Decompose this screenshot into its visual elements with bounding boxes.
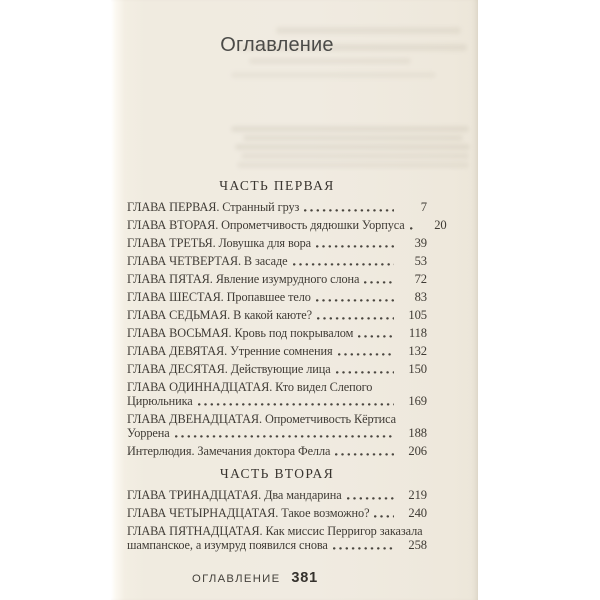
toc-entry-line xyxy=(127,236,427,250)
toc-entry-line xyxy=(127,444,427,458)
dot-leader xyxy=(317,317,394,320)
book-page xyxy=(111,0,478,600)
toc-entry-line xyxy=(127,218,447,232)
toc-page-number: 188 xyxy=(408,426,427,440)
toc-entry-line xyxy=(127,344,427,358)
toc-entry-text: ГЛАВА ПЕРВАЯ. Странный груз xyxy=(127,200,300,214)
toc-page-number: 258 xyxy=(408,538,427,552)
page-title: Оглавление xyxy=(220,34,334,56)
toc-entry-text: ГЛАВА СЕДЬМАЯ. В какой каюте? xyxy=(127,308,312,322)
toc-entry-line xyxy=(127,272,427,286)
page-content xyxy=(127,0,447,556)
toc-entry xyxy=(127,200,427,214)
toc-entry xyxy=(127,290,427,304)
toc-page-number: 169 xyxy=(408,394,427,408)
toc-entry-line xyxy=(127,290,427,304)
toc-page-number: 132 xyxy=(408,344,427,358)
dot-leader xyxy=(358,335,394,338)
toc-entry-line xyxy=(127,200,427,214)
toc-entry xyxy=(127,362,427,376)
toc-page-number: 20 xyxy=(434,218,447,232)
toc-page-number: 206 xyxy=(408,444,427,458)
toc-entry xyxy=(127,444,427,458)
dot-leader xyxy=(347,497,394,500)
toc-entry xyxy=(127,506,427,520)
toc-entry-text: ГЛАВА ТРЕТЬЯ. Ловушка для вора xyxy=(127,236,312,250)
toc-entry-text: ГЛАВА ВОСЬМАЯ. Кровь под покрывалом xyxy=(127,326,354,340)
toc-page-number: 219 xyxy=(408,488,427,502)
toc-entry-line xyxy=(127,506,427,520)
dot-leader xyxy=(316,299,394,302)
toc-entry-text: ГЛАВА ШЕСТАЯ. Пропавшее тело xyxy=(127,290,311,304)
toc-entry xyxy=(127,344,427,358)
toc-entry-line: ГЛАВА ДВЕНАДЦАТАЯ. Опрометчивость Кёртиса xyxy=(127,412,397,426)
toc-page-number: 105 xyxy=(408,308,427,322)
toc-entry-line xyxy=(127,326,427,340)
part-heading: ЧАСТЬ ВТОРАЯ xyxy=(219,466,335,481)
dot-leader xyxy=(293,263,394,266)
toc-page-number: 83 xyxy=(414,290,427,304)
toc-entry-line xyxy=(127,488,427,502)
toc-entry-line xyxy=(127,426,427,440)
toc-entry-line xyxy=(127,538,427,552)
toc-entry xyxy=(127,254,427,268)
toc-entry-text: ГЛАВА ПЯТАЯ. Явление изумрудного слона xyxy=(127,272,360,286)
toc-entry-text: ГЛАВА ДЕСЯТАЯ. Действующие лица xyxy=(127,362,331,376)
toc-page-number: 39 xyxy=(414,236,427,250)
dot-leader xyxy=(364,281,394,284)
toc-entry xyxy=(127,308,427,322)
toc-entry-line xyxy=(127,308,427,322)
toc-entry xyxy=(127,488,427,502)
dot-leader xyxy=(175,435,394,438)
toc-entry-text: Цирюльника xyxy=(127,394,193,408)
toc-entry xyxy=(127,524,427,552)
dot-leader xyxy=(338,353,394,356)
dot-leader xyxy=(316,245,394,248)
toc-page-number: 7 xyxy=(420,200,427,214)
dot-leader xyxy=(410,227,414,230)
dot-leader xyxy=(333,547,394,550)
dot-leader xyxy=(304,209,394,212)
part-entries xyxy=(127,200,447,458)
toc-page-number: 150 xyxy=(408,362,427,376)
dot-leader xyxy=(198,403,394,406)
running-footer xyxy=(192,570,318,586)
toc-page-number: 118 xyxy=(408,326,427,340)
part-heading: ЧАСТЬ ПЕРВАЯ xyxy=(219,178,335,193)
dot-leader xyxy=(374,515,394,518)
toc-entry-text: шампанское, а изумруд появился снова xyxy=(127,538,328,552)
toc-entry xyxy=(127,326,427,340)
toc-entry xyxy=(127,272,427,286)
toc-entry-line: ГЛАВА ОДИННАДЦАТАЯ. Кто видел Слепого xyxy=(127,380,373,394)
footer-section-label: ОГЛАВЛЕНИЕ xyxy=(192,573,281,585)
dot-leader xyxy=(335,453,394,456)
part-entries xyxy=(127,488,427,552)
toc-entry-line: ГЛАВА ПЯТНАДЦАТАЯ. Как миссис Перригор заказала xyxy=(127,524,423,538)
toc-entry-text: ГЛАВА ЧЕТЫРНАДЦАТАЯ. Такое возможно? xyxy=(127,506,370,520)
toc-entry-text: ГЛАВА ТРИНАДЦАТАЯ. Два мандарина xyxy=(127,488,342,502)
toc-entry xyxy=(127,380,427,408)
toc-entry-text: ГЛАВА ЧЕТВЕРТАЯ. В засаде xyxy=(127,254,288,268)
toc-page-number: 72 xyxy=(414,272,427,286)
toc-entry xyxy=(127,218,447,232)
toc-page-number: 240 xyxy=(408,506,427,520)
toc-entry-text: ГЛАВА ДЕВЯТАЯ. Утренние сомнения xyxy=(127,344,333,358)
toc-entry xyxy=(127,236,427,250)
dot-leader xyxy=(336,371,394,374)
toc-entry-text: Уоррена xyxy=(127,426,170,440)
toc-entry xyxy=(127,412,427,440)
toc-entry-line xyxy=(127,362,427,376)
toc-page-number: 53 xyxy=(414,254,427,268)
toc-entry-line xyxy=(127,394,427,408)
toc-entry-line xyxy=(127,254,427,268)
toc-entry-text: Интерлюдия. Замечания доктора Фелла xyxy=(127,444,331,458)
toc-entry-text: ГЛАВА ВТОРАЯ. Опрометчивость дядюшки Уорпуса xyxy=(127,218,405,232)
toc xyxy=(127,178,447,552)
footer-page-number: 381 xyxy=(291,570,318,586)
